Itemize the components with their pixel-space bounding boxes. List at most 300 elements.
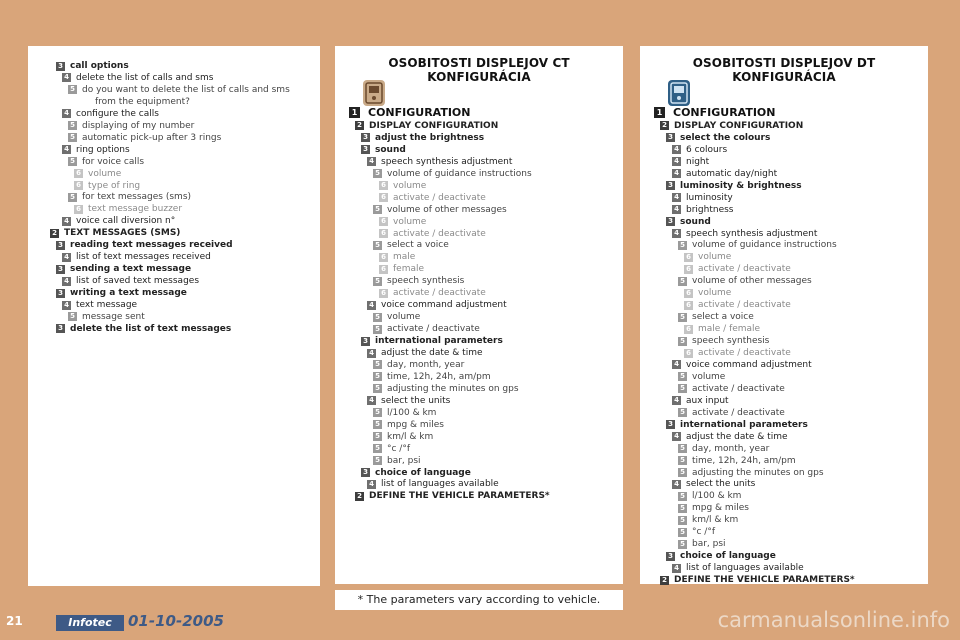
menu-item-label: activate / deactivate — [698, 300, 791, 311]
menu-item — [367, 478, 499, 490]
menu-item — [367, 395, 450, 407]
menu-item-label: activate / deactivate — [393, 288, 486, 299]
menu-item-label: select the units — [381, 395, 451, 406]
level-badge: 6 — [684, 253, 693, 262]
menu-item-label: day, month, year — [387, 359, 465, 370]
menu-item-label: brightness — [686, 204, 734, 215]
level-badge: 3 — [666, 181, 675, 190]
menu-item-label: activate / deactivate — [387, 324, 480, 335]
menu-item-label: speech synthesis — [387, 276, 465, 287]
menu-item-label: adjusting the minutes on gps — [387, 383, 519, 394]
level-badge: 4 — [672, 229, 681, 238]
menu-item — [672, 395, 729, 407]
level-badge: 5 — [678, 468, 687, 477]
menu-item — [379, 180, 426, 192]
menu-item-label: choice of language — [375, 467, 471, 478]
menu-item — [666, 180, 802, 192]
menu-item — [672, 228, 817, 240]
display-ct-icon — [363, 80, 385, 106]
level-badge: 5 — [678, 516, 687, 525]
menu-item-label: activate / deactivate — [698, 264, 791, 275]
menu-item-label: km/l & km — [692, 515, 739, 526]
level-badge: 5 — [68, 85, 77, 94]
menu-item-label: configure the calls — [76, 108, 159, 119]
level-badge: 5 — [678, 492, 687, 501]
menu-item-label: activate / deactivate — [393, 228, 486, 239]
menu-item — [62, 215, 175, 227]
menu-item-label: activate / deactivate — [692, 407, 785, 418]
menu-item — [361, 144, 406, 156]
menu-item — [379, 287, 486, 299]
menu-item — [68, 311, 145, 323]
level-badge: 5 — [373, 420, 382, 429]
level-badge: 5 — [373, 313, 382, 322]
level-badge: 4 — [672, 193, 681, 202]
menu-item-label: list of languages available — [686, 563, 804, 574]
menu-item — [684, 263, 791, 275]
menu-item-label: delete the list of text messages — [70, 323, 232, 334]
level-badge: 3 — [56, 324, 65, 333]
menu-item-label: °c /°f — [692, 527, 716, 538]
menu-item-label: °c /°f — [387, 443, 411, 454]
menu-item-label: male — [393, 252, 416, 263]
menu-item — [373, 419, 444, 431]
menu-item-label: CONFIGURATION — [368, 105, 471, 119]
menu-item-label: bar, psi — [692, 539, 726, 550]
menu-item — [678, 502, 749, 514]
level-badge: 5 — [678, 313, 687, 322]
menu-item — [672, 204, 733, 216]
level-badge: 6 — [74, 181, 83, 190]
level-badge: 5 — [373, 372, 382, 381]
menu-item-label: reading text messages received — [70, 240, 233, 251]
menu-item-label: displaying of my number — [82, 120, 195, 131]
menu-item — [666, 132, 770, 144]
watermark: carmanualsonline.info — [717, 608, 950, 632]
level-badge: 5 — [678, 277, 687, 286]
dt-panel — [640, 46, 928, 584]
menu-item-label: aux input — [686, 395, 729, 406]
level-badge: 6 — [74, 205, 83, 214]
menu-item — [373, 275, 464, 287]
level-badge: 5 — [68, 157, 77, 166]
level-badge: 4 — [62, 73, 71, 82]
level-badge: 2 — [50, 229, 59, 238]
menu-item-label: list of languages available — [381, 479, 499, 490]
menu-item — [361, 467, 471, 479]
level-badge: 5 — [68, 193, 77, 202]
menu-item-label: for text messages (sms) — [82, 192, 192, 203]
level-badge: 6 — [379, 181, 388, 190]
menu-item — [367, 156, 512, 168]
menu-item-label: DISPLAY CONFIGURATION — [369, 120, 499, 131]
level-badge: 4 — [672, 396, 681, 405]
level-badge: 5 — [373, 432, 382, 441]
level-badge: 3 — [56, 62, 65, 71]
level-badge: 2 — [660, 576, 669, 585]
level-badge: 3 — [361, 337, 370, 346]
menu-item — [672, 168, 777, 180]
menu-item-label: luminosity — [686, 192, 733, 203]
menu-item — [666, 419, 808, 431]
menu-item-label: speech synthesis adjustment — [686, 228, 818, 239]
menu-item-label: sound — [375, 144, 406, 155]
level-badge: 5 — [373, 360, 382, 369]
menu-item-label: time, 12h, 24h, am/pm — [692, 455, 796, 466]
menu-item-label: time, 12h, 24h, am/pm — [387, 371, 491, 382]
menu-item-label: l/100 & km — [387, 407, 437, 418]
menu-item-label: volume — [88, 168, 122, 179]
menu-item-label: DEFINE THE VEHICLE PARAMETERS* — [369, 491, 550, 502]
menu-item — [678, 467, 824, 479]
level-badge: 6 — [684, 301, 693, 310]
menu-item — [56, 323, 231, 335]
level-badge: 5 — [68, 312, 77, 321]
level-badge: 3 — [666, 552, 675, 561]
menu-item-label: female — [393, 264, 425, 275]
level-badge: 4 — [672, 432, 681, 441]
menu-item-label: DEFINE THE VEHICLE PARAMETERS* — [674, 575, 855, 586]
menu-item — [373, 359, 464, 371]
level-badge: 4 — [672, 157, 681, 166]
menu-item-label: select the units — [686, 479, 756, 490]
level-badge: 4 — [62, 109, 71, 118]
menu-item — [361, 132, 484, 144]
menu-item-label: international parameters — [375, 336, 503, 347]
menu-item-label: luminosity & brightness — [680, 180, 802, 191]
menu-item — [379, 228, 486, 240]
level-badge: 6 — [684, 265, 693, 274]
dt-heading: OSOBITOSTI DISPLEJOV DT KONFIGURÁCIA — [692, 56, 876, 84]
menu-item — [68, 132, 221, 144]
menu-item-label: male / female — [698, 324, 761, 335]
level-badge: 5 — [678, 408, 687, 417]
level-badge: 4 — [367, 396, 376, 405]
display-dt-icon — [668, 80, 690, 106]
menu-item-label: automatic day/night — [686, 168, 778, 179]
menu-item — [379, 216, 426, 228]
level-badge: 4 — [672, 360, 681, 369]
menu-item — [672, 359, 812, 371]
level-badge: 6 — [379, 229, 388, 238]
menu-item-label: adjust the date & time — [686, 431, 788, 442]
level-badge: 2 — [355, 121, 364, 130]
menu-item-label: volume — [692, 371, 726, 382]
menu-item-label: voice command adjustment — [381, 300, 507, 311]
menu-item — [56, 263, 191, 275]
level-badge: 5 — [373, 169, 382, 178]
level-badge: 4 — [672, 480, 681, 489]
menu-item — [678, 443, 769, 455]
level-badge: 5 — [373, 205, 382, 214]
menu-item-label: sound — [680, 216, 711, 227]
menu-item-label: automatic pick-up after 3 rings — [82, 132, 222, 143]
menu-item — [355, 490, 550, 502]
menu-item-label: volume of guidance instructions — [692, 240, 837, 251]
menu-item-label: list of saved text messages — [76, 276, 200, 287]
menu-item — [56, 239, 233, 251]
menu-item — [373, 407, 436, 419]
menu-item-label: select a voice — [387, 240, 449, 251]
level-badge: 4 — [62, 217, 71, 226]
level-badge: 5 — [678, 372, 687, 381]
menu-item-label: km/l & km — [387, 431, 434, 442]
level-badge: 6 — [684, 325, 693, 334]
level-badge: 6 — [379, 217, 388, 226]
menu-item — [684, 299, 791, 311]
menu-item — [672, 156, 709, 168]
menu-item-label: adjusting the minutes on gps — [692, 467, 824, 478]
menu-item-label: volume — [698, 288, 732, 299]
menu-item-label: delete the list of calls and sms — [76, 72, 214, 83]
menu-item-label: writing a text message — [70, 288, 187, 299]
menu-item — [678, 455, 796, 467]
menu-item-label: list of text messages received — [76, 252, 211, 263]
menu-item-label: activate / deactivate — [393, 192, 486, 203]
level-badge: 3 — [56, 289, 65, 298]
menu-item — [56, 60, 129, 72]
menu-item-label: mpg & miles — [692, 503, 749, 514]
level-badge: 4 — [367, 480, 376, 489]
menu-item — [373, 431, 433, 443]
menu-item-label: volume — [393, 216, 427, 227]
level-badge: 5 — [373, 325, 382, 334]
menu-item-label: activate / deactivate — [692, 383, 785, 394]
menu-item-label: select the colours — [680, 132, 771, 143]
level-badge: 5 — [373, 444, 382, 453]
level-badge: 5 — [678, 241, 687, 250]
menu-item — [672, 144, 727, 156]
level-badge: 4 — [672, 145, 681, 154]
menu-item — [666, 550, 776, 562]
menu-item — [678, 371, 725, 383]
menu-item-label: bar, psi — [387, 455, 421, 466]
page-number: 21 — [6, 614, 23, 628]
menu-item-label: voice call diversion n° — [76, 216, 176, 227]
menu-item — [68, 191, 191, 203]
menu-item — [672, 192, 733, 204]
menu-item-label: mpg & miles — [387, 419, 444, 430]
menu-item — [379, 251, 415, 263]
menu-item-label: speech synthesis — [692, 336, 770, 347]
menu-item — [367, 299, 507, 311]
menu-item — [68, 84, 290, 96]
menu-item-label: call options — [70, 61, 129, 71]
menu-item — [684, 251, 731, 263]
level-badge: 5 — [373, 241, 382, 250]
level-badge: 6 — [379, 193, 388, 202]
level-badge: 3 — [666, 133, 675, 142]
menu-item — [672, 562, 804, 574]
menu-item — [684, 287, 731, 299]
menu-item — [68, 120, 194, 132]
level-badge: 5 — [373, 384, 382, 393]
menu-item-label: text message — [76, 300, 138, 310]
level-badge: 4 — [367, 301, 376, 310]
menu-item-label: for voice calls — [82, 156, 145, 167]
menu-item-label: DISPLAY CONFIGURATION — [674, 120, 804, 131]
menu-item — [678, 311, 754, 323]
ct-panel — [335, 46, 623, 584]
menu-item — [678, 383, 785, 395]
level-badge: 5 — [678, 528, 687, 537]
menu-item-label: CONFIGURATION — [673, 105, 776, 119]
level-badge: 5 — [678, 456, 687, 465]
level-badge: 3 — [56, 241, 65, 250]
level-badge: 4 — [62, 301, 71, 310]
level-badge: 3 — [666, 420, 675, 429]
menu-item — [62, 251, 211, 263]
level-badge: 5 — [678, 444, 687, 453]
menu-item-label: l/100 & km — [692, 491, 742, 502]
menu-item — [678, 335, 769, 347]
menu-item-label: activate / deactivate — [698, 348, 791, 358]
menu-item-label: volume — [698, 252, 732, 263]
menu-item — [654, 106, 775, 118]
level-badge: 4 — [62, 277, 71, 286]
menu-item — [62, 108, 159, 120]
menu-item — [684, 347, 791, 359]
menu-item — [678, 538, 726, 550]
level-badge: 4 — [367, 157, 376, 166]
menu-item-label: adjust the brightness — [375, 132, 485, 143]
menu-item — [62, 299, 137, 311]
menu-item — [62, 144, 130, 156]
menu-item-label: type of ring — [88, 180, 141, 191]
menu-item — [349, 106, 470, 118]
menu-item-label: do you want to delete the list of calls and sms — [82, 84, 290, 95]
brand-logo: Infotec — [56, 615, 124, 631]
menu-item-label: select a voice — [692, 312, 754, 323]
menu-item-label: sending a text message — [70, 264, 192, 275]
menu-item — [678, 407, 785, 419]
level-badge: 5 — [373, 408, 382, 417]
level-badge: 4 — [62, 145, 71, 154]
menu-item — [678, 239, 837, 251]
level-badge: 6 — [684, 349, 693, 358]
menu-item — [373, 371, 491, 383]
level-badge: 4 — [672, 205, 681, 214]
level-badge: 5 — [68, 133, 77, 142]
level-badge: 6 — [74, 169, 83, 178]
level-badge: 5 — [373, 277, 382, 286]
menu-item — [672, 431, 788, 443]
level-badge: 5 — [678, 504, 687, 513]
menu-item-label: adjust the date & time — [381, 348, 483, 358]
menu-item-label: volume — [393, 180, 427, 191]
menu-item-label: 6 colours — [686, 144, 728, 155]
level-badge: 3 — [56, 265, 65, 274]
level-badge: 6 — [684, 289, 693, 298]
level-badge: 1 — [654, 107, 665, 118]
menu-item — [666, 216, 711, 228]
level-badge: 4 — [62, 253, 71, 262]
menu-item — [379, 263, 424, 275]
level-badge: 4 — [672, 169, 681, 178]
level-badge: 6 — [379, 289, 388, 298]
menu-item-label: night — [686, 156, 710, 167]
menu-item — [373, 239, 449, 251]
menu-item — [678, 526, 715, 538]
left-panel — [28, 46, 320, 586]
menu-item — [373, 323, 480, 335]
menu-item-label: from the equipment? — [95, 96, 190, 107]
menu-item-label: choice of language — [680, 551, 776, 562]
menu-item — [678, 275, 812, 287]
menu-item-label: international parameters — [680, 419, 808, 430]
footnote-box — [335, 590, 623, 610]
menu-item-label: text message buzzer — [88, 204, 183, 215]
level-badge: 2 — [355, 492, 364, 501]
menu-item-label: volume of other messages — [692, 276, 812, 287]
level-badge: 3 — [361, 145, 370, 154]
level-badge: 3 — [361, 468, 370, 477]
level-badge: 3 — [361, 133, 370, 142]
level-badge: 4 — [672, 564, 681, 573]
menu-item — [361, 335, 503, 347]
level-badge: 5 — [678, 384, 687, 393]
ct-heading: OSOBITOSTI DISPLEJOV CT KONFIGURÁCIA — [388, 56, 570, 84]
menu-item — [373, 168, 532, 180]
menu-item-label: TEXT MESSAGES (SMS) — [64, 228, 181, 239]
level-badge: 3 — [666, 217, 675, 226]
menu-item — [74, 180, 140, 192]
menu-item — [678, 490, 741, 502]
menu-item — [90, 96, 190, 108]
menu-item — [74, 168, 121, 180]
menu-item — [373, 204, 507, 216]
menu-item — [660, 574, 855, 586]
level-badge: 5 — [678, 337, 687, 346]
footnote-text: * The parameters vary according to vehicle. — [357, 593, 601, 606]
menu-item — [373, 455, 421, 467]
menu-item — [678, 514, 738, 526]
level-badge: 4 — [367, 349, 376, 358]
menu-item — [672, 478, 755, 490]
menu-item-label: volume — [387, 312, 421, 323]
menu-item — [684, 323, 760, 335]
menu-item-label: voice command adjustment — [686, 359, 812, 370]
edition-date: 01-10-2005 — [128, 612, 224, 630]
menu-item — [74, 203, 182, 215]
level-badge: 5 — [373, 456, 382, 465]
menu-item — [373, 443, 410, 455]
level-badge: 2 — [660, 121, 669, 130]
menu-item — [56, 287, 187, 299]
level-badge: 5 — [68, 121, 77, 130]
menu-item-label: message sent — [82, 311, 145, 322]
menu-item-label: volume of other messages — [387, 204, 507, 215]
menu-item — [379, 192, 486, 204]
menu-item — [68, 156, 144, 168]
menu-item-label: day, month, year — [692, 443, 770, 454]
level-badge: 1 — [349, 107, 360, 118]
menu-item — [367, 347, 483, 359]
menu-item — [660, 120, 803, 132]
level-badge: 5 — [678, 540, 687, 549]
menu-item — [355, 120, 498, 132]
menu-item-label: volume of guidance instructions — [387, 168, 532, 179]
menu-item — [62, 72, 213, 84]
menu-item-label: ring options — [76, 144, 130, 155]
level-badge: 6 — [379, 265, 388, 274]
menu-item — [373, 383, 519, 395]
menu-item — [62, 275, 199, 287]
level-badge: 6 — [379, 253, 388, 262]
menu-item — [373, 311, 420, 323]
menu-item-label: speech synthesis adjustment — [381, 156, 513, 167]
menu-item — [50, 227, 180, 239]
